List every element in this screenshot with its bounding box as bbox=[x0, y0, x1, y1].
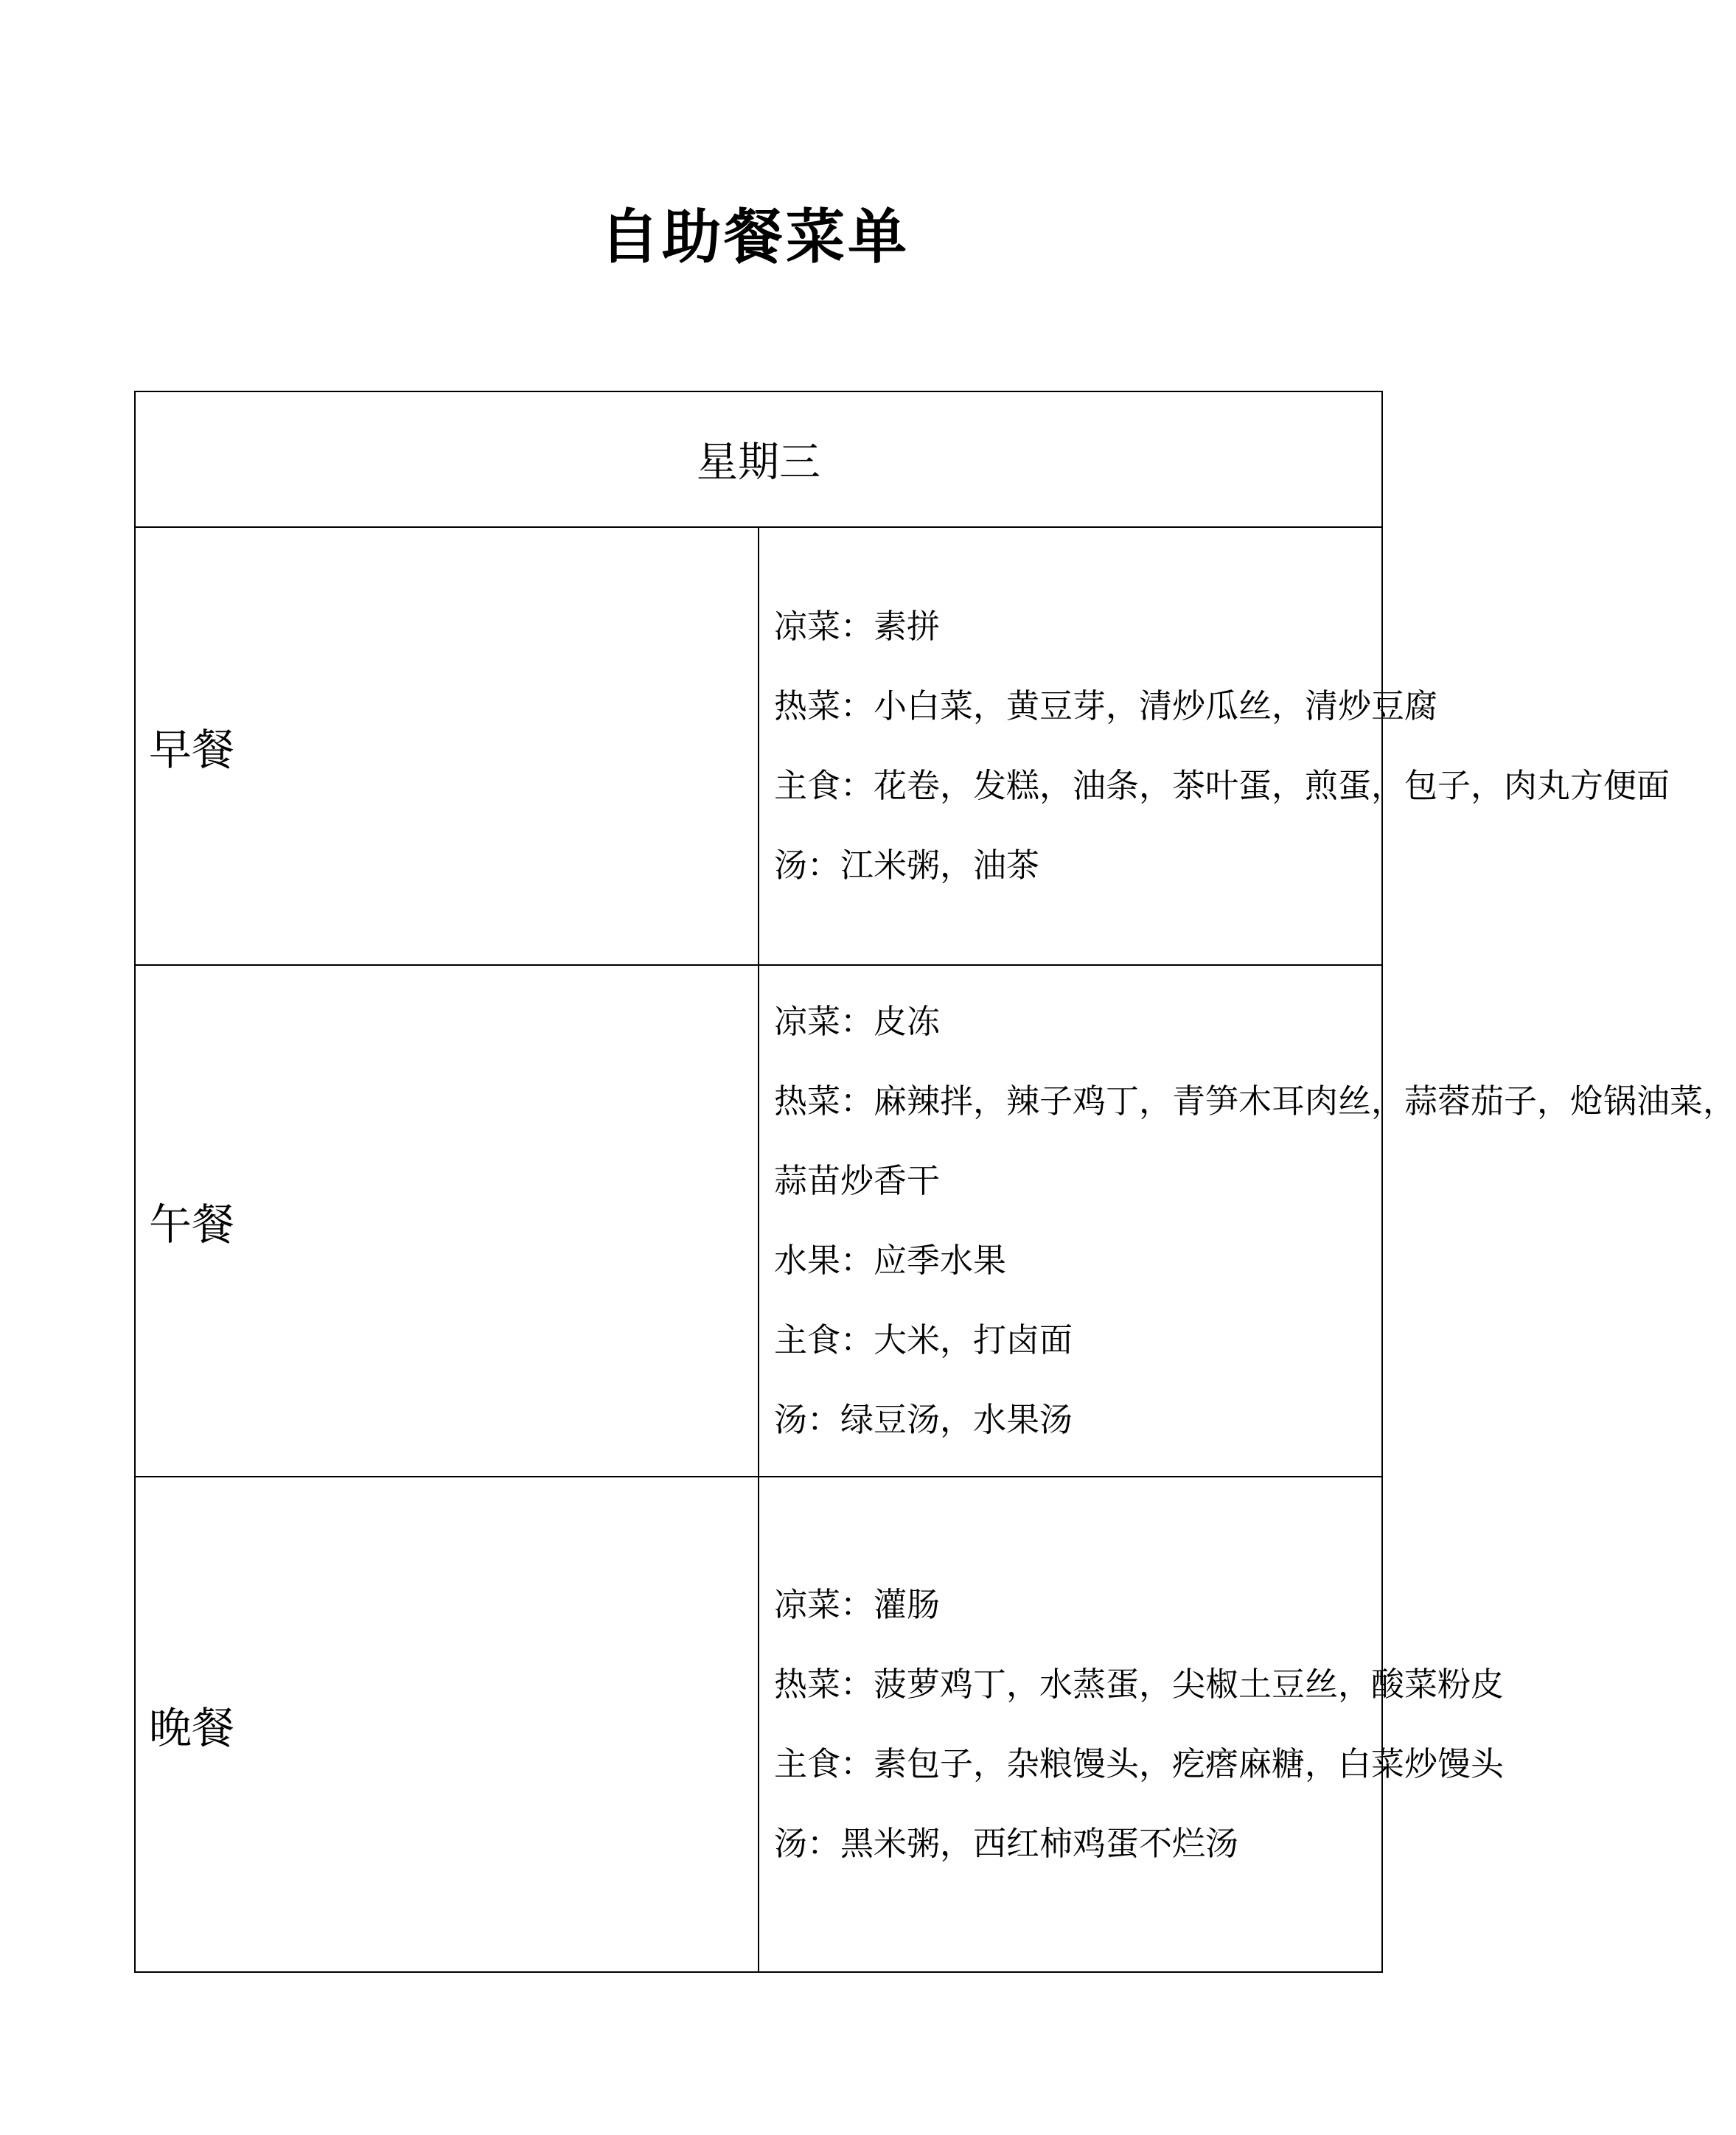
meal-label-lunch: 午餐 bbox=[135, 965, 759, 1477]
menu-line: 水果：应季水果 bbox=[774, 1241, 1007, 1280]
meal-label-dinner: 晚餐 bbox=[135, 1477, 759, 1972]
menu-line: 主食：大米，打卤面 bbox=[774, 1320, 1073, 1359]
menu-line: 汤：绿豆汤，水果汤 bbox=[774, 1400, 1073, 1439]
meal-row-lunch bbox=[135, 965, 1382, 1477]
menu-table bbox=[134, 391, 1736, 1973]
meal-label-breakfast: 早餐 bbox=[135, 527, 759, 965]
menu-line: 汤：黑米粥，西红柿鸡蛋不烂汤 bbox=[774, 1824, 1239, 1863]
menu-line: 主食：花卷，发糕，油条，茶叶蛋，煎蛋，包子，肉丸方便面 bbox=[774, 766, 1670, 805]
page-title: 自助餐菜单 bbox=[600, 203, 910, 271]
menu-line: 凉菜：灌肠 bbox=[774, 1585, 941, 1624]
menu-line: 主食：素包子，杂粮馒头，疙瘩麻糖，白菜炒馒头 bbox=[774, 1744, 1505, 1783]
meal-content-breakfast bbox=[759, 527, 1670, 965]
day-header: 星期三 bbox=[135, 391, 1382, 527]
menu-line: 蒜苗炒香干 bbox=[774, 1161, 941, 1200]
menu-line: 汤：江米粥，油茶 bbox=[774, 846, 1040, 885]
menu-line: 凉菜：素拼 bbox=[774, 607, 941, 646]
day-row bbox=[135, 391, 1382, 527]
menu-line: 热菜：小白菜，黄豆芽，清炒瓜丝，清炒豆腐 bbox=[774, 686, 1438, 725]
meal-row-breakfast bbox=[135, 527, 1382, 965]
meal-row-dinner bbox=[135, 1477, 1382, 1972]
menu-line: 热菜：菠萝鸡丁，水蒸蛋，尖椒土豆丝，酸菜粉皮 bbox=[774, 1665, 1505, 1704]
meal-content-dinner bbox=[759, 1477, 1505, 1972]
menu-line: 凉菜：皮冻 bbox=[774, 1002, 941, 1041]
menu-line: 热菜：麻辣拌，辣子鸡丁，青笋木耳肉丝，蒜蓉茄子，炝锅油菜， bbox=[774, 1082, 1736, 1121]
meal-content-lunch bbox=[759, 965, 1736, 1477]
